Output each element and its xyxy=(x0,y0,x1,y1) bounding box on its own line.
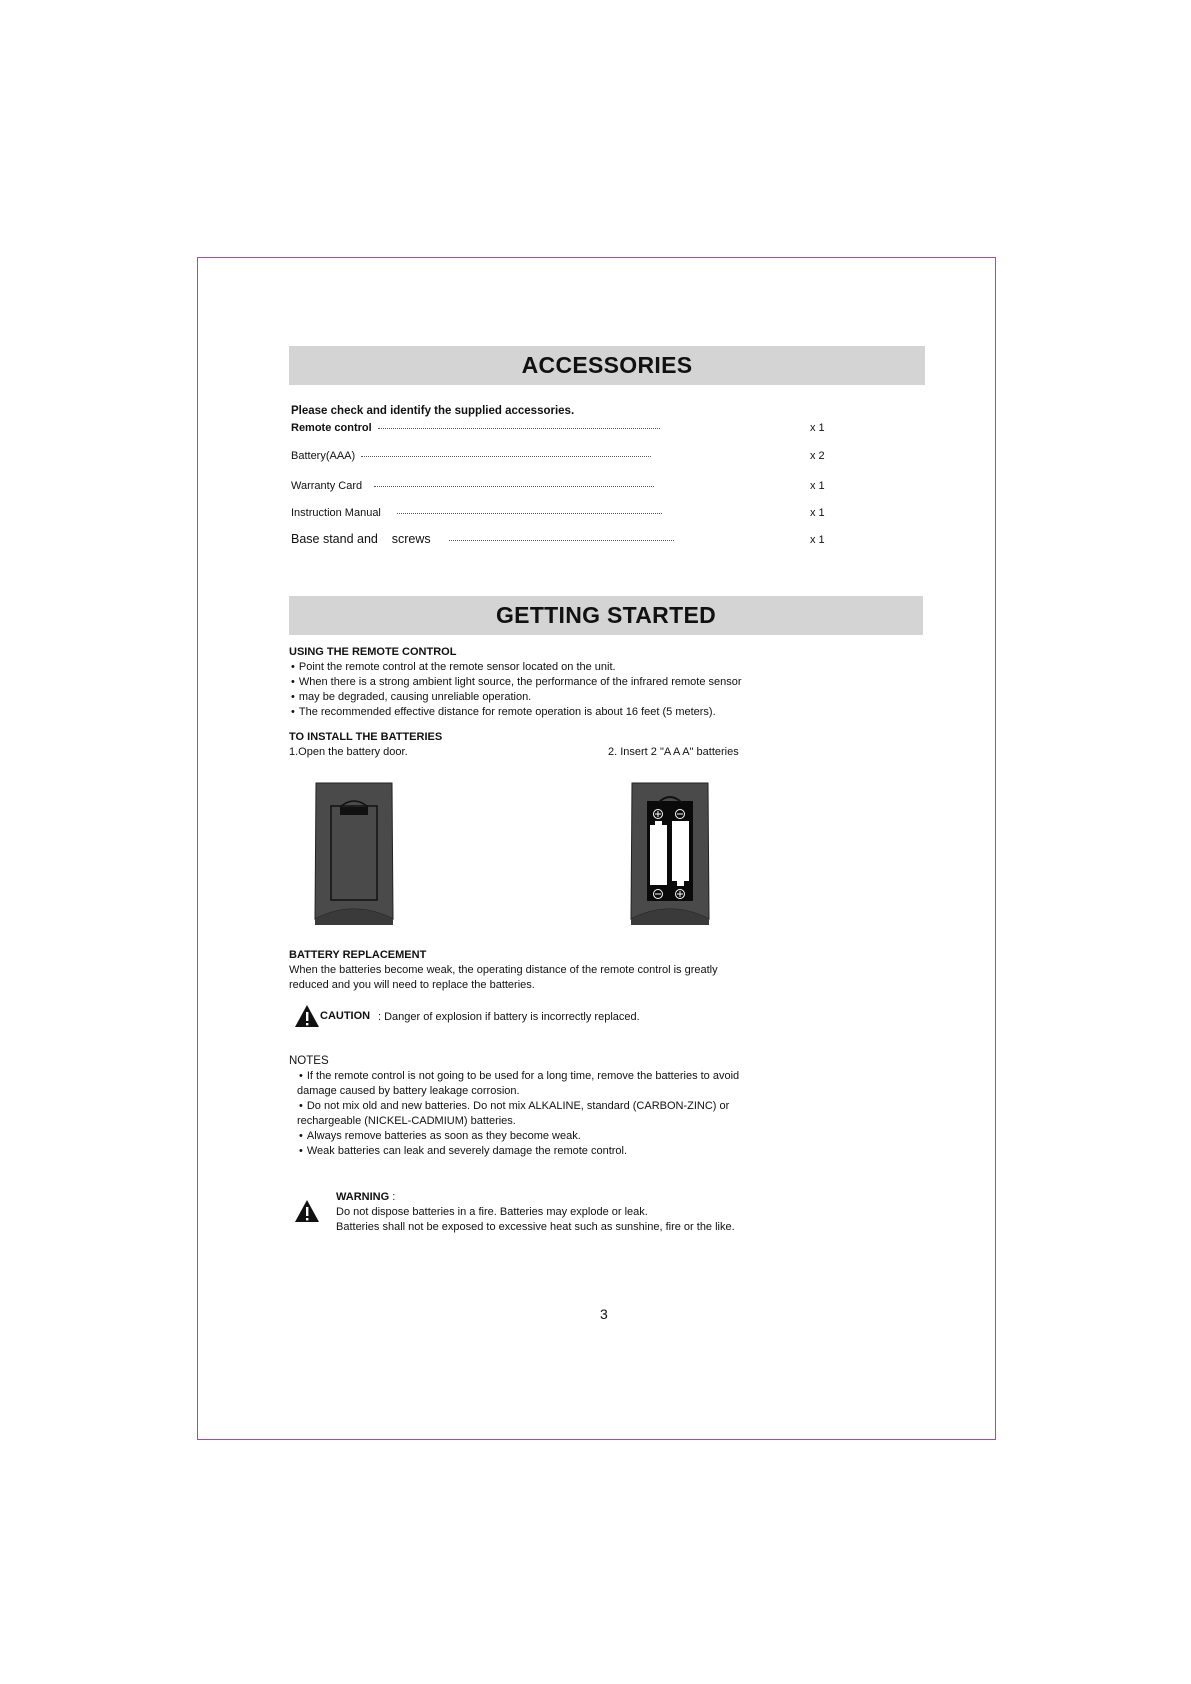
accessories-title: ACCESSORIES xyxy=(521,352,693,378)
accessory-name: Battery(AAA) xyxy=(291,450,356,462)
notes-line: • Always remove batteries as soon as they become weak. xyxy=(299,1130,581,1142)
accessory-qty: x 1 xyxy=(810,480,825,492)
leader-dots xyxy=(378,428,660,429)
leader-dots xyxy=(361,456,651,457)
accessories-intro: Please check and identify the supplied accessories. xyxy=(291,405,575,417)
notes-line: rechargeable (NICKEL-CADMIUM) batteries. xyxy=(297,1115,516,1127)
warning-label: WARNING xyxy=(336,1191,390,1203)
install-batteries-heading: TO INSTALL THE BATTERIES xyxy=(289,731,443,743)
accessory-row xyxy=(291,532,825,546)
leader-dots xyxy=(449,540,674,541)
warning-text-line: Batteries shall not be exposed to excessive heat such as sunshine, fire or the like. xyxy=(336,1221,735,1233)
notes-line: • If the remote control is not going to be used for a long time, remove the batteries to avoid xyxy=(299,1070,740,1082)
accessory-qty: x 1 xyxy=(810,507,825,519)
accessory-row xyxy=(291,450,825,462)
accessory-qty: x 1 xyxy=(810,422,825,434)
accessory-qty: x 2 xyxy=(810,450,825,462)
replacement-text-line: reduced and you will need to replace the batteries. xyxy=(289,979,535,991)
page-number: 3 xyxy=(600,1306,608,1322)
remote-bullet: • The recommended effective distance for remote operation is about 16 feet (5 meters). xyxy=(291,706,716,718)
warning-colon: : xyxy=(392,1191,396,1203)
accessory-name: Instruction Manual xyxy=(291,507,381,519)
warning-heading xyxy=(336,1191,395,1203)
accessory-name: Base stand and screws xyxy=(291,532,431,546)
notes-line: damage caused by battery leakage corrosion. xyxy=(297,1085,520,1097)
replacement-text-line: When the batteries become weak, the operating distance of the remote control is greatly xyxy=(289,964,718,976)
accessory-row xyxy=(291,480,825,492)
remote-open-battery-compartment-illustration xyxy=(629,781,711,927)
caution-text: : Danger of explosion if battery is incorrectly replaced. xyxy=(378,1011,640,1023)
accessory-row xyxy=(291,507,825,519)
notes-line: • Weak batteries can leak and severely damage the remote control. xyxy=(299,1145,628,1157)
getting-started-title: GETTING STARTED xyxy=(495,602,716,628)
notes-heading: NOTES xyxy=(289,1055,329,1067)
warning-icon xyxy=(294,1199,320,1223)
caution-label: CAUTION xyxy=(320,1010,371,1022)
accessory-qty: x 1 xyxy=(810,534,825,546)
accessory-name: Remote control xyxy=(291,422,372,434)
getting-started-header xyxy=(289,596,923,635)
remote-bullet: • When there is a strong ambient light source, the performance of the infrared remote sensor xyxy=(291,676,742,688)
using-remote-heading: USING THE REMOTE CONTROL xyxy=(289,646,457,658)
accessory-name: Warranty Card xyxy=(291,480,363,492)
leader-dots xyxy=(374,486,654,487)
caution-warning-icon xyxy=(294,1004,320,1028)
remote-bullet: • may be degraded, causing unreliable operation. xyxy=(291,691,532,703)
battery-replacement-heading: BATTERY REPLACEMENT xyxy=(289,949,427,961)
install-step-2: 2. Insert 2 "A A A" batteries xyxy=(608,746,739,758)
notes-line: • Do not mix old and new batteries. Do not mix ALKALINE, standard (CARBON-ZINC) or xyxy=(299,1100,730,1112)
leader-dots xyxy=(397,513,662,514)
remote-bullet: • Point the remote control at the remote sensor located on the unit. xyxy=(291,661,616,673)
install-step-1: 1.Open the battery door. xyxy=(289,746,408,758)
accessories-header xyxy=(289,346,925,385)
accessory-row xyxy=(291,422,825,434)
warning-text-line: Do not dispose batteries in a fire. Batteries may explode or leak. xyxy=(336,1206,648,1218)
remote-closed-battery-door-illustration xyxy=(313,781,395,927)
